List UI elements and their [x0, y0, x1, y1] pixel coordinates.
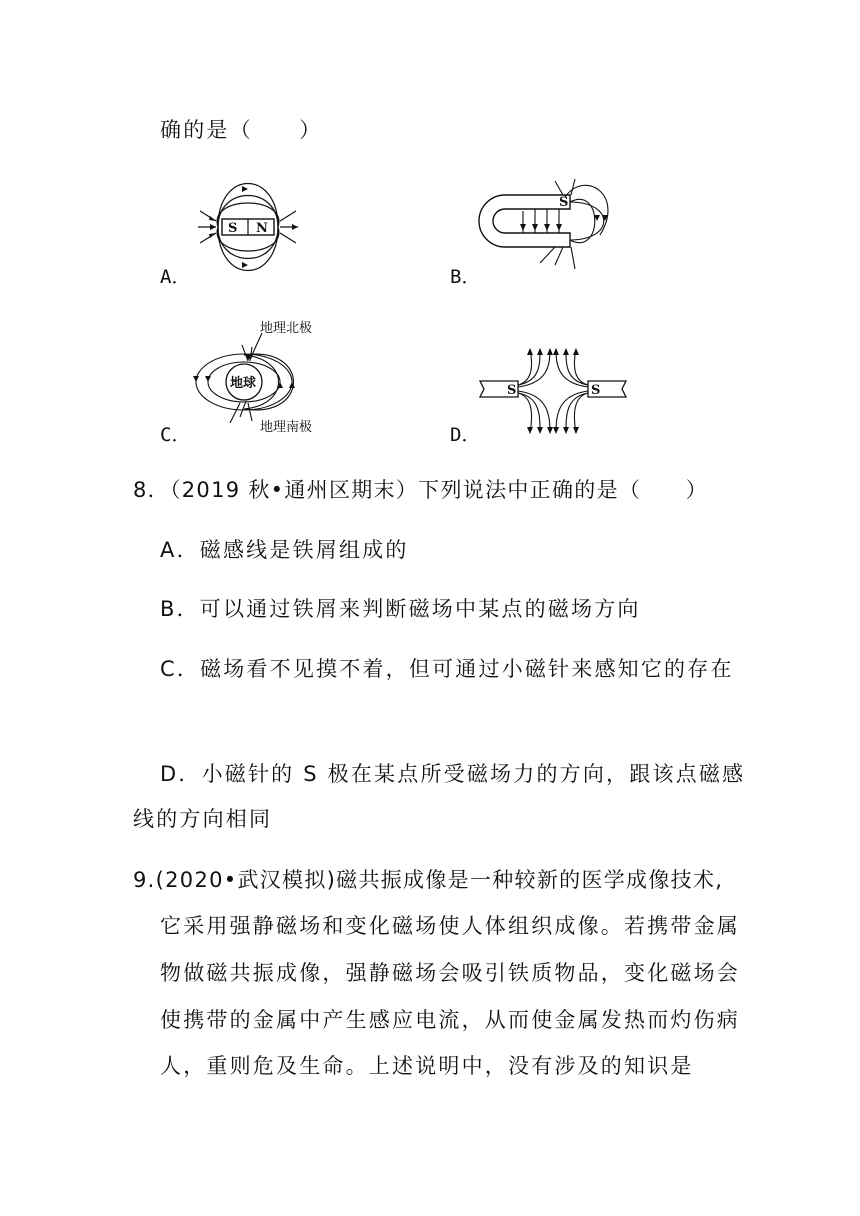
- q8-option-b: B．可以通过铁屑来判断磁场中某点的磁场方向: [160, 597, 641, 621]
- q8-option-c: C．磁场看不见摸不着，但可通过小磁针来感知它的存在: [160, 657, 734, 681]
- q7-option-b-label: B．: [450, 266, 481, 288]
- geo-north-label: 地理北极: [260, 321, 313, 336]
- q9-line-1: 9.(2020•武汉模拟)磁共振成像是一种较新的医学成像技术,: [133, 868, 724, 892]
- geo-south-label: 地理南极: [260, 420, 313, 435]
- magnet-s-label-a: S: [228, 221, 238, 236]
- q7-option-c-label: C．: [160, 424, 191, 446]
- magnet-s-right-d: S: [591, 383, 601, 398]
- q7-figure-a: [196, 175, 300, 279]
- q9-line-2: 它采用强静磁场和变化磁场使人体组织成像。若携带金属: [160, 914, 740, 938]
- magnet-n-label-a: N: [256, 221, 268, 236]
- q9-line-4: 使携带的金属中产生感应电流，从而使金属发热而灼伤病: [160, 1008, 740, 1032]
- q8-option-d-cont: 线的方向相同: [133, 807, 273, 831]
- q8-option-d: D．小磁针的 S 极在某点所受磁场力的方向，跟该点磁感: [160, 762, 746, 786]
- q9-line-5: 人，重则危及生命。上述说明中，没有涉及的知识是: [160, 1054, 694, 1078]
- q8-option-a: A．磁感线是铁屑组成的: [160, 538, 409, 562]
- q7-figure-c: [190, 315, 350, 440]
- q7-stem-tail: 确的是（ ）: [160, 118, 323, 142]
- earth-label: 地球: [230, 376, 257, 391]
- q7-figure-d: [478, 345, 628, 437]
- q7-option-d-label: D．: [450, 424, 481, 446]
- q7-figure-b: [475, 175, 615, 275]
- q9-line-3: 物做磁共振成像，强静磁场会吸引铁质物品，变化磁场会: [160, 961, 740, 985]
- magnet-s-left-d: S: [507, 383, 517, 398]
- q8-stem: 8．（2019 秋•通州区期末）下列说法中正确的是（ ）: [133, 478, 709, 502]
- q7-option-a-label: A．: [160, 266, 191, 288]
- magnet-s-label-b: S: [559, 195, 569, 210]
